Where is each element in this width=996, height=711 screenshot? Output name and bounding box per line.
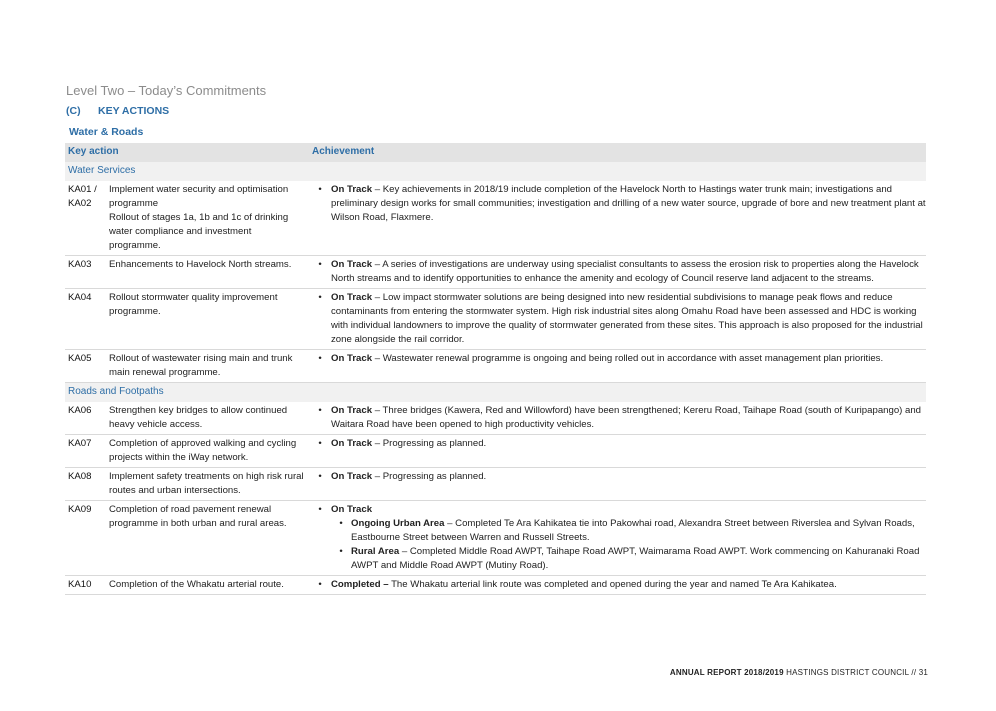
achievement-cell [309,289,926,350]
status-label: On Track [331,353,373,364]
key-actions-table [65,143,926,595]
bullet-icon: • [339,518,343,529]
action-line: Rollout of stages 1a, 1b and 1c of drinking water compliance and investment programme. [109,212,289,251]
achievement-text: The Whakatu arterial link route was completed and opened during the year and named Te Ara Kahikatea. [388,579,837,590]
achievement-text: – Completed Te Ara Kahikatea tie into Pakowhai road, Alexandra Street between Riverslea and Sylvan Roads, Eastbourne Street between Warren and Russell Streets. [351,518,915,543]
achievement-cell [309,576,926,595]
achievement-cell [309,256,926,289]
action-code: KA03 [65,256,109,289]
bullet-icon: • [318,471,322,482]
achievement-cell [309,350,926,383]
bullet-icon: • [318,504,322,515]
achievement-cell [309,402,926,435]
action-line: Implement water security and optimisation programme [109,184,289,209]
achievement-text: – Progressing as planned. [372,471,487,482]
action-code: KA09 [65,501,109,576]
status-label: On Track [331,405,373,416]
bullet-icon: • [318,353,322,364]
status-label: Completed – [331,579,389,590]
status-label: On Track [331,471,373,482]
column-key-action: Key action [65,143,309,162]
subheading-roads-footpaths: Roads and Footpaths [65,383,926,403]
action-code: KA08 [65,468,109,501]
action-description: Strengthen key bridges to allow continued heavy vehicle access. [109,402,309,435]
group-title: Water & Roads [69,126,144,138]
section-label: KEY ACTIONS [98,105,170,117]
action-description: Completion of road pavement renewal programme in both urban and rural areas. [109,501,309,576]
status-label: On Track [331,438,373,449]
action-description [109,181,309,256]
action-description: Completion of the Whakatu arterial route. [109,576,309,595]
page-number: 31 [918,668,928,677]
table-row [65,501,926,576]
section-heading [66,105,169,117]
achievement-text: – A series of investigations are underway using specialist consultants to assess the erosion risk to properties along the Havelock North streams and to identify opportunities to enhance the amenity and ecology of Council reserve land adjacent to the streams. [331,259,919,284]
achievement-text: – Completed Middle Road AWPT, Taihape Road AWPT, Waimarama Road AWPT. Work commencing on Kahuranaki Road AWPT and Middle Road AWPT (Mutiny Road). [351,546,920,571]
bullet-icon: • [318,292,322,303]
table-row [65,181,926,256]
action-description: Implement safety treatments on high risk rural routes and urban intersections. [109,468,309,501]
achievement-cell [309,501,926,576]
bullet-icon: • [339,546,343,557]
achievement-cell [309,181,926,256]
action-description: Rollout of wastewater rising main and trunk main renewal programme. [109,350,309,383]
table-row [65,576,926,595]
table-row [65,435,926,468]
achievement-text: – Low impact stormwater solutions are being designed into new residential subdivisions to manage peak flows and reduce contaminants from entering the stormwater system. High risk industrial sites along Omahu Road have been assessed and HDC is working with individual landowners to improve the quality of stormwater generated from these sites. This approach is also proposed for the industrial zone alongside the rail corridor. [331,292,923,345]
achievement-text: – Three bridges (Kawera, Red and Willowford) have been strengthened; Kereru Road, Taihape Road (south of Kuripapango) and Waitara Road have been opened to high productivity vehicles. [331,405,922,430]
achievement-text: – Progressing as planned. [372,438,487,449]
footer-council: HASTINGS DISTRICT COUNCIL [786,668,909,677]
sub-status-label: Ongoing Urban Area [351,518,445,529]
table-row [65,350,926,383]
achievement-cell [309,468,926,501]
action-description: Completion of approved walking and cycling projects within the iWay network. [109,435,309,468]
action-description: Rollout stormwater quality improvement programme. [109,289,309,350]
bullet-icon: • [318,438,322,449]
subheading-row [65,383,926,403]
table-header-row [65,143,926,162]
table-row [65,402,926,435]
table-row [65,468,926,501]
level-title: Level Two – Today’s Commitments [66,83,267,98]
column-achievement: Achievement [309,143,926,162]
action-code: KA06 [65,402,109,435]
table-row [65,256,926,289]
action-description: Enhancements to Havelock North streams. [109,256,309,289]
status-label: On Track [331,184,373,195]
bullet-icon: • [318,579,322,590]
footer-report: ANNUAL REPORT 2018/2019 [669,668,784,677]
achievement-cell [309,435,926,468]
sub-status-label: Rural Area [351,546,400,557]
status-label: On Track [331,259,373,270]
action-code: KA07 [65,435,109,468]
achievement-text: – Key achievements in 2018/19 include completion of the Havelock North to Hastings water trunk main; investigations and preliminary design works for small communities; investigation and drilling of a new water source, upgrade of bore and new treatment plant at Wilson Road, Flaxmere. [331,184,926,223]
bullet-icon: • [318,184,322,195]
section-number: (C) [66,105,81,117]
table-row [65,289,926,350]
status-label: On Track [331,504,373,515]
page-footer [670,668,928,677]
action-code: KA10 [65,576,109,595]
action-code: KA04 [65,289,109,350]
footer-separator: // [911,668,917,677]
action-code: KA01 / KA02 [65,181,109,256]
achievement-text: – Wastewater renewal programme is ongoing and being rolled out in accordance with asset management plan priorities. [372,353,884,364]
action-code: KA05 [65,350,109,383]
bullet-icon: • [318,405,322,416]
subheading-row [65,162,926,181]
status-label: On Track [331,292,373,303]
bullet-icon: • [318,259,322,270]
subheading-water-services: Water Services [65,162,926,181]
